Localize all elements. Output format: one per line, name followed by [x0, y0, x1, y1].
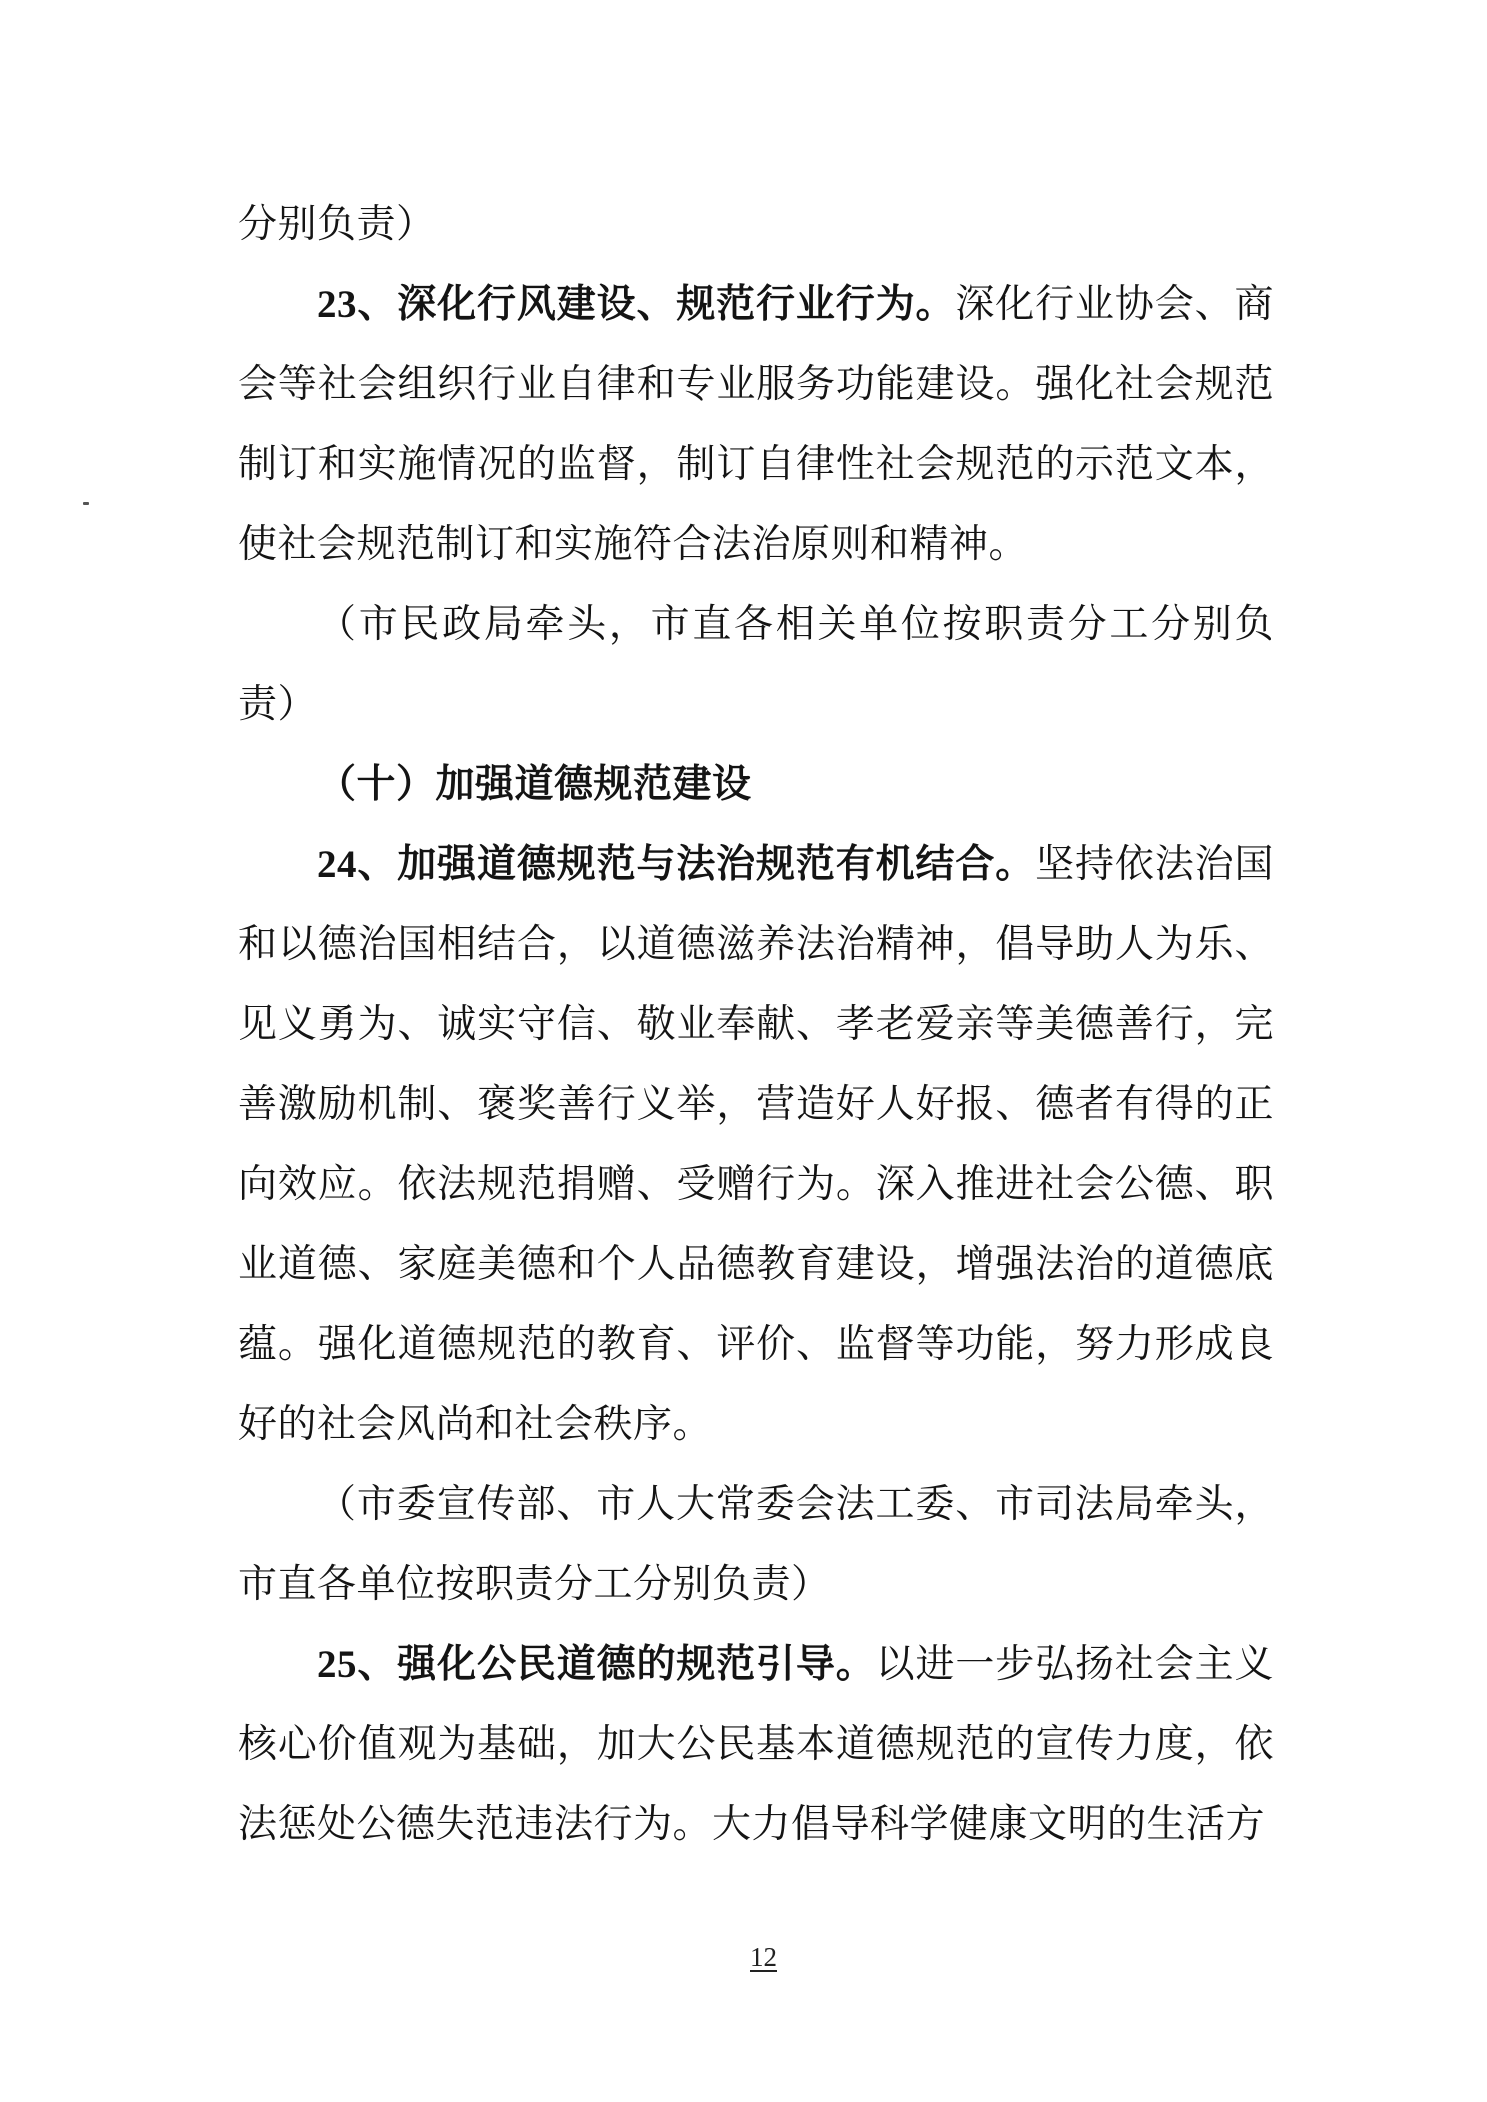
- section-heading-ten: （十）加强道德规范建设: [317, 763, 752, 806]
- paragraph-25-body: 以进一步弘扬社会主义核心价值观为基础，加大公民基本道德规范的宣传力度，依法惩处公德失范违法行为。大力倡导科学健康文明的生活方: [238, 1643, 1274, 1846]
- page-number: 12: [750, 1942, 777, 1972]
- paragraph-24: [238, 825, 1274, 1465]
- stray-mark: [83, 502, 89, 505]
- paragraph-24-body: 坚持依法治国和以德治国相结合，以道德滋养法治精神，倡导助人为乐、见义勇为、诚实守信、敬业奉献、孝老爱亲等美德善行，完善激励机制、褒奖善行义举，营造好人好报、德者有得的正向效应。依法规范捐赠、受赠行为。深入推进社会公德、职业道德、家庭美德和个人品德教育建设，增强法治的道德底蕴。强化道德规范的教育、评价、监督等功能，努力形成良好的社会风尚和社会秩序。: [238, 843, 1274, 1446]
- paragraph-23-body: 深化行业协会、商会等社会组织行业自律和专业服务功能建设。强化社会规范制订和实施情况的监督，制订自律性社会规范的示范文本，使社会规范制订和实施符合法治原则和精神。: [238, 283, 1274, 566]
- responsibility-note-23: （市民政局牵头，市直各相关单位按职责分工分别负责）: [238, 603, 1274, 726]
- paragraph-23: [238, 265, 1274, 585]
- responsibility-note-24: （市委宣传部、市人大常委会法工委、市司法局牵头，市直各单位按职责分工分别负责）: [238, 1483, 1274, 1606]
- paragraph-24-lead: 24、加强道德规范与法治规范有机结合。: [317, 843, 1036, 886]
- paragraph-25: [238, 1625, 1274, 1865]
- paragraph-25-lead: 25、强化公民道德的规范引导。: [317, 1643, 876, 1686]
- text-block: [238, 185, 1274, 1865]
- paragraph-continuation: 分别负责）: [238, 203, 436, 246]
- paragraph-23-lead: 23、深化行风建设、规范行业行为。: [317, 283, 956, 326]
